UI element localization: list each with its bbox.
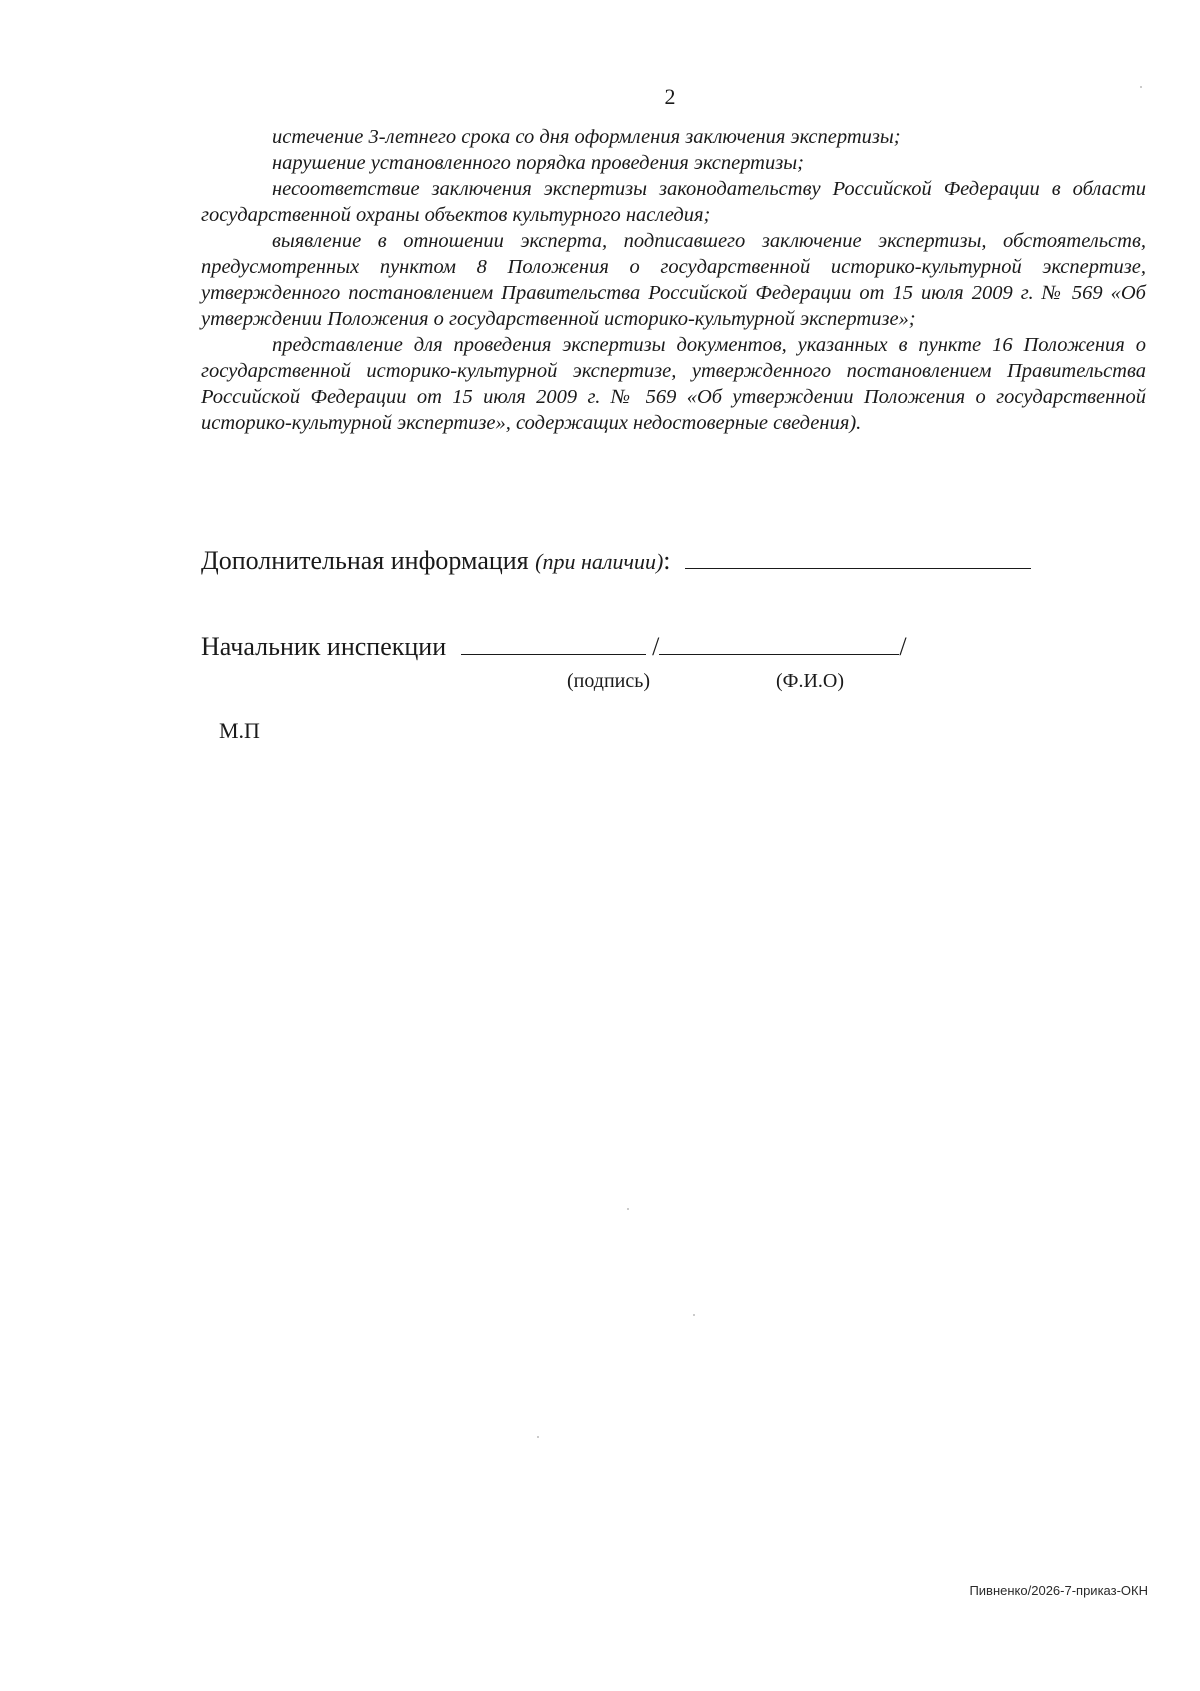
page-number: 2 [664, 84, 676, 109]
additional-info-blank-line [685, 546, 1031, 569]
additional-info-label: Дополнительная информация [201, 546, 529, 575]
paragraph-term-expiry: истечение 3-летнего срока со дня оформления заключения экспертизы; [272, 126, 901, 148]
signature-row [201, 632, 907, 662]
signatory-title: Начальник инспекции [201, 632, 447, 661]
body-text [201, 124, 1146, 436]
scan-speck [537, 1436, 539, 1438]
footer-reference: Пивненко/2026-7-приказ-ОКН [969, 1583, 1148, 1598]
signature-blank-line [461, 632, 646, 655]
paragraph-expert-circumstances: выявление в отношении эксперта, подписавшего заключение экспертизы, обстоятельств, предусмотренных пунктом 8 Положения о государственной историко-культурной экспертизе, утвержденного постановлением Правительства Российской Федерации от 15 июля 2009 г. № 569 «Об утверждении Положения о государственной историко-культурной экспертизе»; [201, 230, 1146, 330]
signature-caption: (подпись) [567, 670, 651, 692]
scan-speck [1140, 86, 1142, 88]
signature-slash-left: / [652, 632, 660, 661]
additional-info-colon: : [663, 546, 671, 575]
scan-speck [693, 1314, 695, 1316]
signature-slash-right: / [899, 632, 907, 661]
additional-info-row [201, 546, 1031, 576]
stamp-place: М.П [219, 718, 260, 743]
scan-speck [627, 1208, 629, 1210]
paragraph-legislation-mismatch: несоответствие заключения экспертизы законодательству Российской Федерации в области государственной охраны объектов культурного наследия; [201, 178, 1146, 226]
paragraph-procedure-violation: нарушение установленного порядка проведения экспертизы; [272, 152, 804, 174]
name-blank-line [659, 632, 899, 655]
name-caption: (Ф.И.О) [776, 670, 845, 692]
additional-info-note: (при наличии) [535, 549, 664, 574]
paragraph-false-documents: представление для проведения экспертизы документов, указанных в пункте 16 Положения о государственной историко-культурной экспертизе, утвержденного постановлением Правительства Российской Федерации от 15 июля 2009 г. № 569 «Об утверждении Положения о государственной историко-культурной экспертизе», содержащих недостоверные сведения). [201, 334, 1146, 434]
